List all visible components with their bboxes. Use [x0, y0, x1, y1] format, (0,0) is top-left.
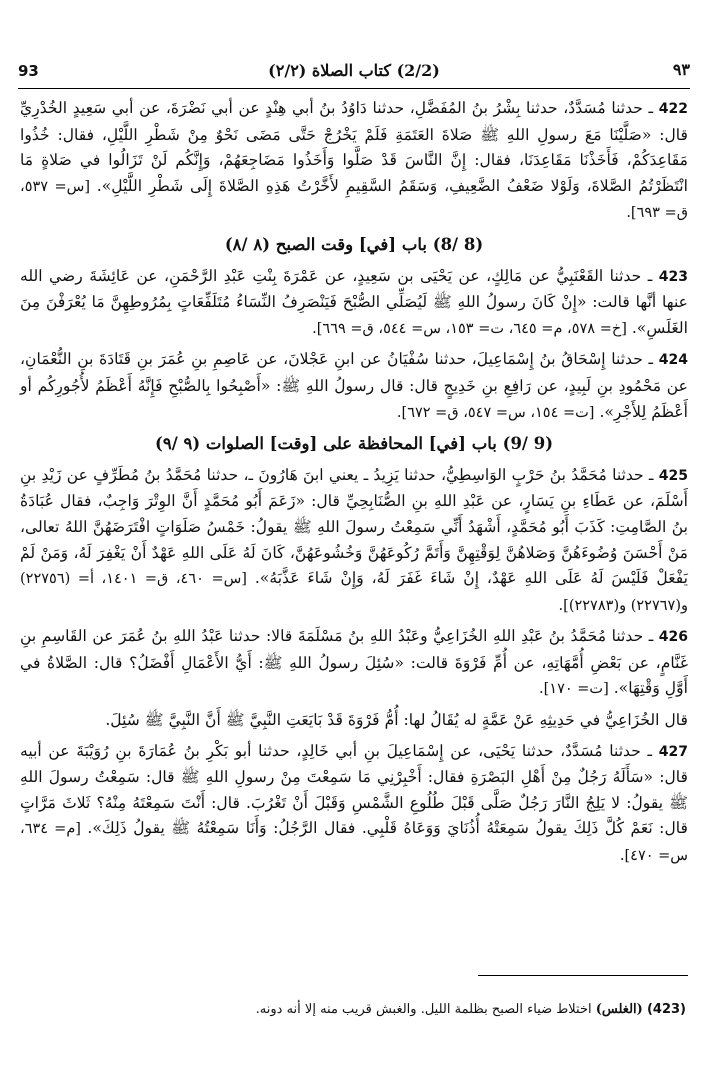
hadith-reference: [س= ٤٦٠، ق= ١٤٠١، أ= (٢٢٧٥٦) و(٢٢٧٦٧) و(٢٢٧٨٣)].: [20, 571, 688, 614]
footnote-divider: [478, 975, 688, 976]
footnote-text: اختلاط ضياء الصبح بظلمة الليل. والغبش قريب منه إلا أنه دونه.: [255, 1002, 592, 1017]
hadith-reference: [ت= ١٧٠].: [539, 681, 609, 698]
hadith-text: ـ حدثنا مُحَمَّدُ بنُ عَبْدِ اللهِ الخُزَاعِيُّ وعَبْدُ اللهِ بنُ مَسْلَمَةَ قالا: حدثنا عَبْدُ اللهِ بنُ عُمَرَ عن القَاسِمِ بنِ غَنَّامٍ، عن بَعْضِ أُمَّهَاتِهِ، عن أُمِّ فَرْوَةَ قالت: «سُئِلَ رسولُ اللهِ ﷺ: أَيُّ الأَعْمَالِ أَفْضَلُ؟ قال: الصَّلاةُ في أَوَّلِ وَقْتِهَا».: [20, 627, 688, 698]
hadith-426-note: قال الخُزَاعِيُّ في حَدِيثِهِ عَنْ عَمَّةٍ له يُقَالُ لها: أُمُّ فَرْوَةَ قَدْ بَايَعَتِ النَّبِيَّ ﷺ أَنَّ النَّبِيَّ ﷺ سُئِلَ.: [105, 711, 688, 730]
hadith-number: 422: [658, 101, 688, 117]
hadith-reference: [م= ٦٣٤، س= ٤٧٠].: [20, 821, 688, 865]
hadith-text: ـ حدثنا القَعْنَبِيُّ عن مَالِكٍ، عن يَحْيَى بن سَعِيدٍ، عن عَمْرَةَ بِنْتِ عَبْدِ الرَّحْمَنِ، عن عَائِشَةَ رضي الله عنها أنَّها قالت: «إِنْ كَانَ رسولُ اللهِ ﷺ لَيُصَلِّي الصُّبْحَ فَيَنْصَرِفُ النِّسَاءُ مُتَلَفِّعَاتٍ بِمُرُوطِهِنَّ مَا يُعْرَفْنَ مِنَ الغَلَسِ».: [20, 266, 688, 337]
hadith-text: ـ حدثنا مُسَدَّدٌ، حدثنا يَحْيَى، عن إِسْمَاعِيلَ بنِ أبي خَالِدٍ، حدثنا أبو بَكْرِ بنُ عُمَارَةَ بنِ رُوَيْبَةَ عن أبيه قال: «سَأَلَهُ رَجُلٌ مِنْ أَهْلِ البَصْرَةِ فقال: أَخْبِرْنِي مَا سَمِعْتَ مِنْ رسولِ اللهِ ﷺ قال: سَمِعْتُ رسولَ اللهِ ﷺ يقولُ: لا يَلِجُ النَّارَ رَجُلٌ صَلَّى قَبْلَ طُلُوعِ الشَّمْسِ وَقَبْلَ أَنْ تَغْرُبَ. قال: أَنْتَ سَمِعْتَهُ مِنْهُ؟ ثَلاثَ مَرَّاتٍ قال: نَعَمْ كُلَّ ذَلِكَ يقولُ سَمِعَتْهُ أُذُنَايَ وَوَعَاهُ قَلْبِي. فقال الرَّجُلُ: وَأَنَا سَمِعْتُهُ ﷺ يقولُ ذَلِكَ».: [20, 741, 688, 838]
chapter-heading-8: (8 /8) باب [في] وقت الصبح (٨ /٨): [224, 234, 484, 254]
hadith-number: 423: [658, 268, 688, 285]
hadith-426: [20, 624, 688, 703]
hadith-427: [20, 739, 688, 870]
page-number-arabic: ٩٣: [672, 60, 690, 79]
footnote-term: (الغلس): [595, 1002, 643, 1017]
footnote: [20, 1000, 686, 1020]
hadith-number: 427: [658, 743, 688, 760]
footnote-number: (423): [646, 1002, 686, 1017]
page-number-latin: 93: [18, 62, 39, 80]
hadith-text: ـ حدثنا إِسْحَاقُ بنُ إِسْمَاعِيلَ، حدثنا سُفْيَانُ عن ابنِ عَجْلانَ، عن عَاصِمِ بنِ عُمَرَ بنِ قَتَادَةَ بنِ النُّعْمَانِ، عن مَحْمُودِ بنِ لَبِيدٍ، عن رَافِعِ بنِ خَدِيجٍ قال: قال رسولُ اللهِ ﷺ: «أَصْبِحُوا بِالصُّبْحِ فَإِنَّهُ أَعْظَمُ لأُجُورِكُم أو أَعْظَمُ لِلأَجْرِ».: [20, 350, 688, 421]
hadith-reference: [خ= ٥٧٨، م= ٦٤٥، ت= ١٥٣، س= ٥٤٤، ق= ٦٦٩].: [312, 320, 627, 337]
hadith-reference: [س= ٥٣٧، ق= ٦٩٣].: [20, 178, 688, 222]
hadith-number: 425: [658, 467, 688, 484]
hadith-number: 424: [658, 352, 688, 369]
hadith-425: [20, 463, 688, 620]
chapter-heading-9: (9 /9) باب [في] المحافظة على [وقت] الصلوات (٩ /٩): [155, 434, 553, 454]
hadith-424: [20, 347, 688, 426]
hadith-number: 426: [658, 629, 688, 646]
hadith-423: [20, 264, 688, 343]
hadith-text: ـ حدثنا مُحَمَّدُ بنُ حَرْبٍ الوَاسِطِيُّ، حدثنا يَزِيدُ ـ يعني ابنَ هَارُونَ ـ، حدثنا مُحَمَّدُ بنُ مُطَرِّفٍ عن زَيْدِ بنِ أَسْلَمَ، عن عَطَاءِ بنِ يَسَارٍ، عن عَبْدِ اللهِ بنِ الصُّنَابِحِيِّ قال: «زَعَمَ أَبُو مُحَمَّدٍ أَنَّ الوِتْرَ وَاجِبٌ، فقال عُبَادَةُ بنُ الصَّامِتِ: كَذَبَ أَبُو مُحَمَّدٍ، أَشْهَدُ أَنِّي سَمِعْتُ رسولَ اللهِ ﷺ يقولُ: خَمْسُ صَلَوَاتٍ افْتَرَضَهُنَّ اللهُ تعالى، مَنْ أَحْسَنَ وُضُوءَهُنَّ وَصَلاهُنَّ لِوَقْتِهِنَّ وَأَتَمَّ رُكُوعَهُنَّ وَخُشُوعَهُنَّ، كَانَ لَهُ عَلَى اللهِ عَهْدٌ أَنْ يَغْفِرَ لَهُ، وَمَنْ لَمْ يَفْعَلْ فَلَيْسَ لَهُ عَلَى اللهِ عَهْدٌ، إِنْ شَاءَ غَفَرَ لَهُ، وَإِنْ شَاءَ عَذَّبَهُ».: [20, 465, 688, 588]
hadith-reference: [ت= ١٥٤، س= ٥٤٧، ق= ٦٧٢].: [396, 404, 595, 421]
page-body: [20, 96, 688, 875]
running-title: (2/2) كتاب الصلاة (٢/٢): [268, 61, 440, 80]
hadith-text: ـ حدثنا مُسَدَّدٌ، حدثنا بِشْرُ بنُ المُفَضَّلِ، حدثنا دَاوُدُ بنُ أبي هِنْدٍ عن أبي نَضْرَةَ، عن أبي سَعِيدٍ الخُدْرِيِّ قال: «صَلَّيْنَا مَعَ رسولِ اللهِ ﷺ صَلاةَ العَتَمَةِ فَلَمْ يَخْرُجْ حَتَّى مَضَى نَحْوٌ مِنْ شَطْرِ اللَّيْلِ، فقال: خُذُوا مَقَاعِدَكُمْ، فَأَخَذْنَا مَقَاعِدَنَا، فقال: إِنَّ النَّاسَ قَدْ صَلَّوا وَأَخَذُوا مَضَاجِعَهُمْ، وَإِنَّكُم لَنْ تَزَالُوا في صَلاةٍ مَا انْتَظَرْتُمُ الصَّلاةَ، وَلَوْلا ضَعْفُ الضَّعِيفِ، وَسَقَمُ السَّقِيمِ لأَخَّرْتُ هَذِهِ الصَّلاةَ إِلَى شَطْرِ اللَّيْلِ».: [20, 99, 688, 195]
hadith-422: [20, 96, 688, 227]
page-header: [18, 60, 690, 89]
